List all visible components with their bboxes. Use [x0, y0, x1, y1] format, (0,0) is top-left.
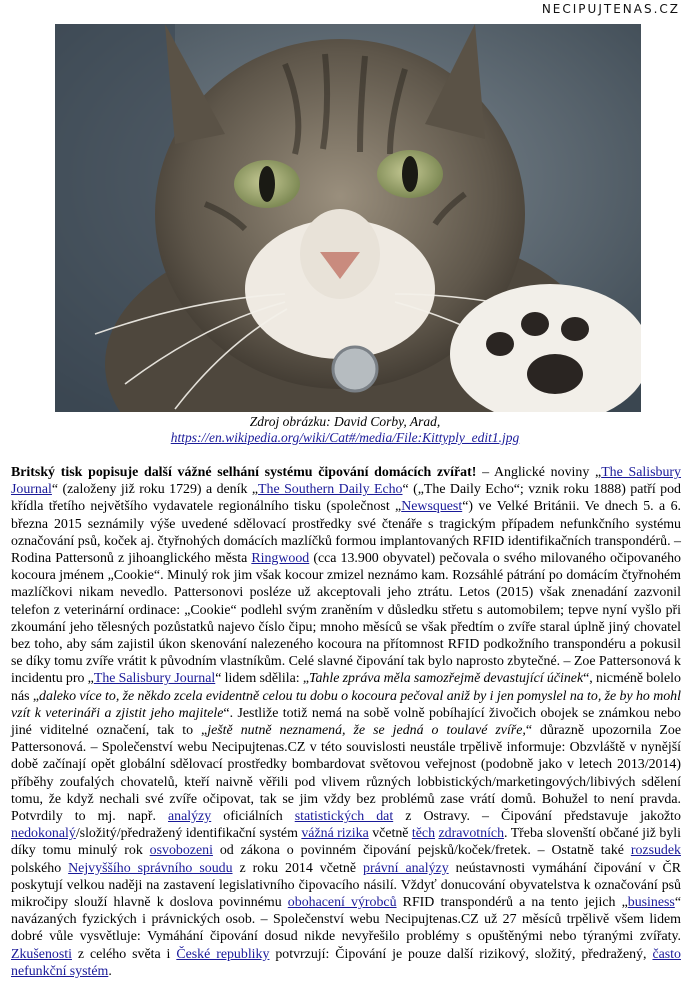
quote-stray: ještě nutně neznamená, že se jedná o toulavé zvíře, — [207, 723, 526, 739]
link-pravni-analyzy[interactable]: právní analýzy — [363, 860, 449, 876]
article-text: . — [108, 963, 112, 979]
link-vazna-rizika[interactable]: vážná rizika — [301, 826, 369, 842]
article-text: “ důrazně upozornila Zoe Pattersonová. – Společenství webu Necipujtenas.CZ v této souvislosti neustále trpělivě informuje: Obzvláště v nynější době začínají opět globální sdělovací prostředky bombardovat světovou veřejnost (podobně jako v letech 2013/2014) příběhy zoufalých chovatelů, kteří naivně věřili pod vlivem různých lobbistických/marketingových/libivých sdělení tomu, že když nechali své zvíře očipovat, tak se jim vždy bez problémů zase vrátí domů. Bohužel to není pravda. Potvrdily to mj. např. — [11, 723, 681, 825]
link-newsquest[interactable]: Newsquest — [401, 499, 463, 515]
article-text: z roku 2014 včetně — [232, 860, 363, 876]
link-statistical-data[interactable]: statistických dat — [294, 809, 394, 825]
article-text: “) ve Velké Británii. Ve dnech 5. a 6. března 2015 seznámily výše uvedené sdělovací prostředky své čtenáře s tragickým případem nefunkčního systému označování psů, koček aj. čtyřnohých domácích mazlíčků formou implantovaných RFID identifikačních transpondérů. – Rodina Pattersonů z jihoanglického města — [11, 499, 681, 567]
link-obohaceni-vyrobcu[interactable]: obohacení výrobců — [287, 895, 397, 911]
link-zkusenosti[interactable]: Zkušenosti — [11, 946, 72, 962]
article-text: z celého světa i — [71, 946, 177, 962]
link-salisbury-journal[interactable]: The Salisbury Journal — [11, 465, 682, 498]
article-text: /složitý/předražený identifikační systém — [75, 826, 302, 842]
article-text: oficiálních — [211, 809, 295, 825]
link-osvobozeni[interactable]: osvobozeni — [149, 843, 213, 859]
article-text: z Ostravy. – Čipování představuje jakožto — [393, 809, 681, 825]
link-ringwood[interactable]: Ringwood — [251, 551, 310, 567]
link-ceske-republiky[interactable]: České republiky — [176, 946, 270, 962]
article-text: RFID transpondérů a na tento jejich „ — [396, 895, 628, 911]
image-source-link[interactable]: https://en.wikipedia.org/wiki/Cat#/media/File:Kittyply_edit1.jpg — [170, 430, 520, 445]
cat-photo — [55, 24, 641, 412]
article-text: polského — [11, 860, 69, 876]
link-nefunkcni-system[interactable]: často nefunkční systém — [11, 946, 681, 979]
link-salisbury-journal-2[interactable]: The Salisbury Journal — [93, 671, 216, 687]
link-southern-daily-echo[interactable]: The Southern Daily Echo — [258, 482, 403, 498]
quote-caretaker: daleko více to, že někdo zcela evidentně celou tu dobu o kocoura pečoval aniž by i jen pomyslel na to, že by ho mohl vzít k veterináři a zjistit jeho majitele — [11, 688, 681, 721]
article-text: “. Jestliže totiž nemá na sobě volně pobíhající živočich obojek se známkou nebo jiné viditelné označení, tak to „ — [11, 705, 681, 739]
link-supreme-admin-court[interactable]: Nejvyššího správního soudu — [68, 860, 233, 876]
quote-devastating: Tahle zpráva měla samozřejmě devastující účinek — [309, 671, 584, 687]
article-text: . Třeba slovenští občané již byli díky tomu minulý rok — [11, 826, 682, 859]
link-zdravotnich[interactable]: zdravotních — [438, 826, 505, 842]
article-body — [11, 464, 681, 980]
article-text: “ („The Daily Echo“; vznik roku 1888) patří pod křídla třetího největšího vydavatele regionálního tisku (společnost „ — [11, 482, 681, 515]
article-text: od zákona o povinném čipování pejsků/koček/fretek. – Ostatně také — [212, 843, 631, 859]
article-text: “ (založeny již roku 1729) a deník „ — [51, 482, 259, 498]
article-text: neústavnosti vymáhání čipování v ČR poskytují velkou naději na zastavení legislativního čipovacího násilí. Vždyť donucování obyvatelstva k označování psů mikročipy slouží hlavně k doslova povinnému — [11, 860, 681, 911]
article-text: “, nicméně bolelo nás „ — [11, 671, 681, 704]
article-headline: Britský tisk popisuje další vážné selhání systému čipování domácích zvířat! — [11, 465, 477, 480]
link-rozsudek[interactable]: rozsudek — [630, 843, 681, 859]
article-text: (cca 13.900 obyvatel) pečovala o svého milovaného očipovaného kocoura jménem „Cookie“. Minulý rok jim však kocour zmizel neznámo kam. Rozsáhlé pátrání po domácím čtyřnohém mazlíčkovi nikam nevedlo. Pattersonovi posléze už akceptovali jeho ztrátu. Letos (2015) však znenadání zazvonil telefon z veterinární ordinace: „Cookie“ podlehl svým zraněním v důsledku střetu s automobilem; tepve nyní vyšlo při zkoumání jeho tělesných pozůstatků najevo číslo čipu; mnoho měsíců se však předtím o zvíře staral úplně jiný chovatel bez toho, aby sám zajistil úkon skenování nalezeného kocoura na přítomnost RFID podkožního transpondéru a pokusil se díky tomu zvíře vrátit k původním vlastníkům. Celé slavné čipování tak bylo naprosto zbytečné. – Zoe Pattersonová k incidentu pro „ — [11, 551, 682, 687]
article-text: – Anglické noviny „ — [476, 465, 602, 480]
image-caption-link-line — [0, 430, 690, 446]
link-tech[interactable]: těch — [411, 826, 436, 842]
link-analyzy[interactable]: analýzy — [168, 809, 212, 825]
article-text: potvrzují: Čipování je pouze další rizikový, složitý, předražený, — [269, 946, 653, 962]
article-text: “ lidem sdělila: „ — [215, 671, 310, 687]
image-caption-source: Zdroj obrázku: David Corby, Arad, — [249, 414, 441, 429]
article-text: “ navázaných fyzických i právnických osob. – Společenství webu Necipujtenas.CZ už 27 měsíců trpělivě všem lidem dobré vůle vysvětluje: Vymáhání čipování dosud nikde nevyřešilo problémy s opuštěnými nebo týranými zvířaty. — [11, 895, 681, 945]
site-name: NECIPUJTENAS.CZ — [541, 2, 680, 16]
article-text: včetně — [368, 826, 412, 842]
link-nedokonaly[interactable]: nedokonalý — [11, 826, 76, 842]
article-paragraph — [11, 464, 681, 980]
link-business[interactable]: business — [627, 895, 675, 911]
